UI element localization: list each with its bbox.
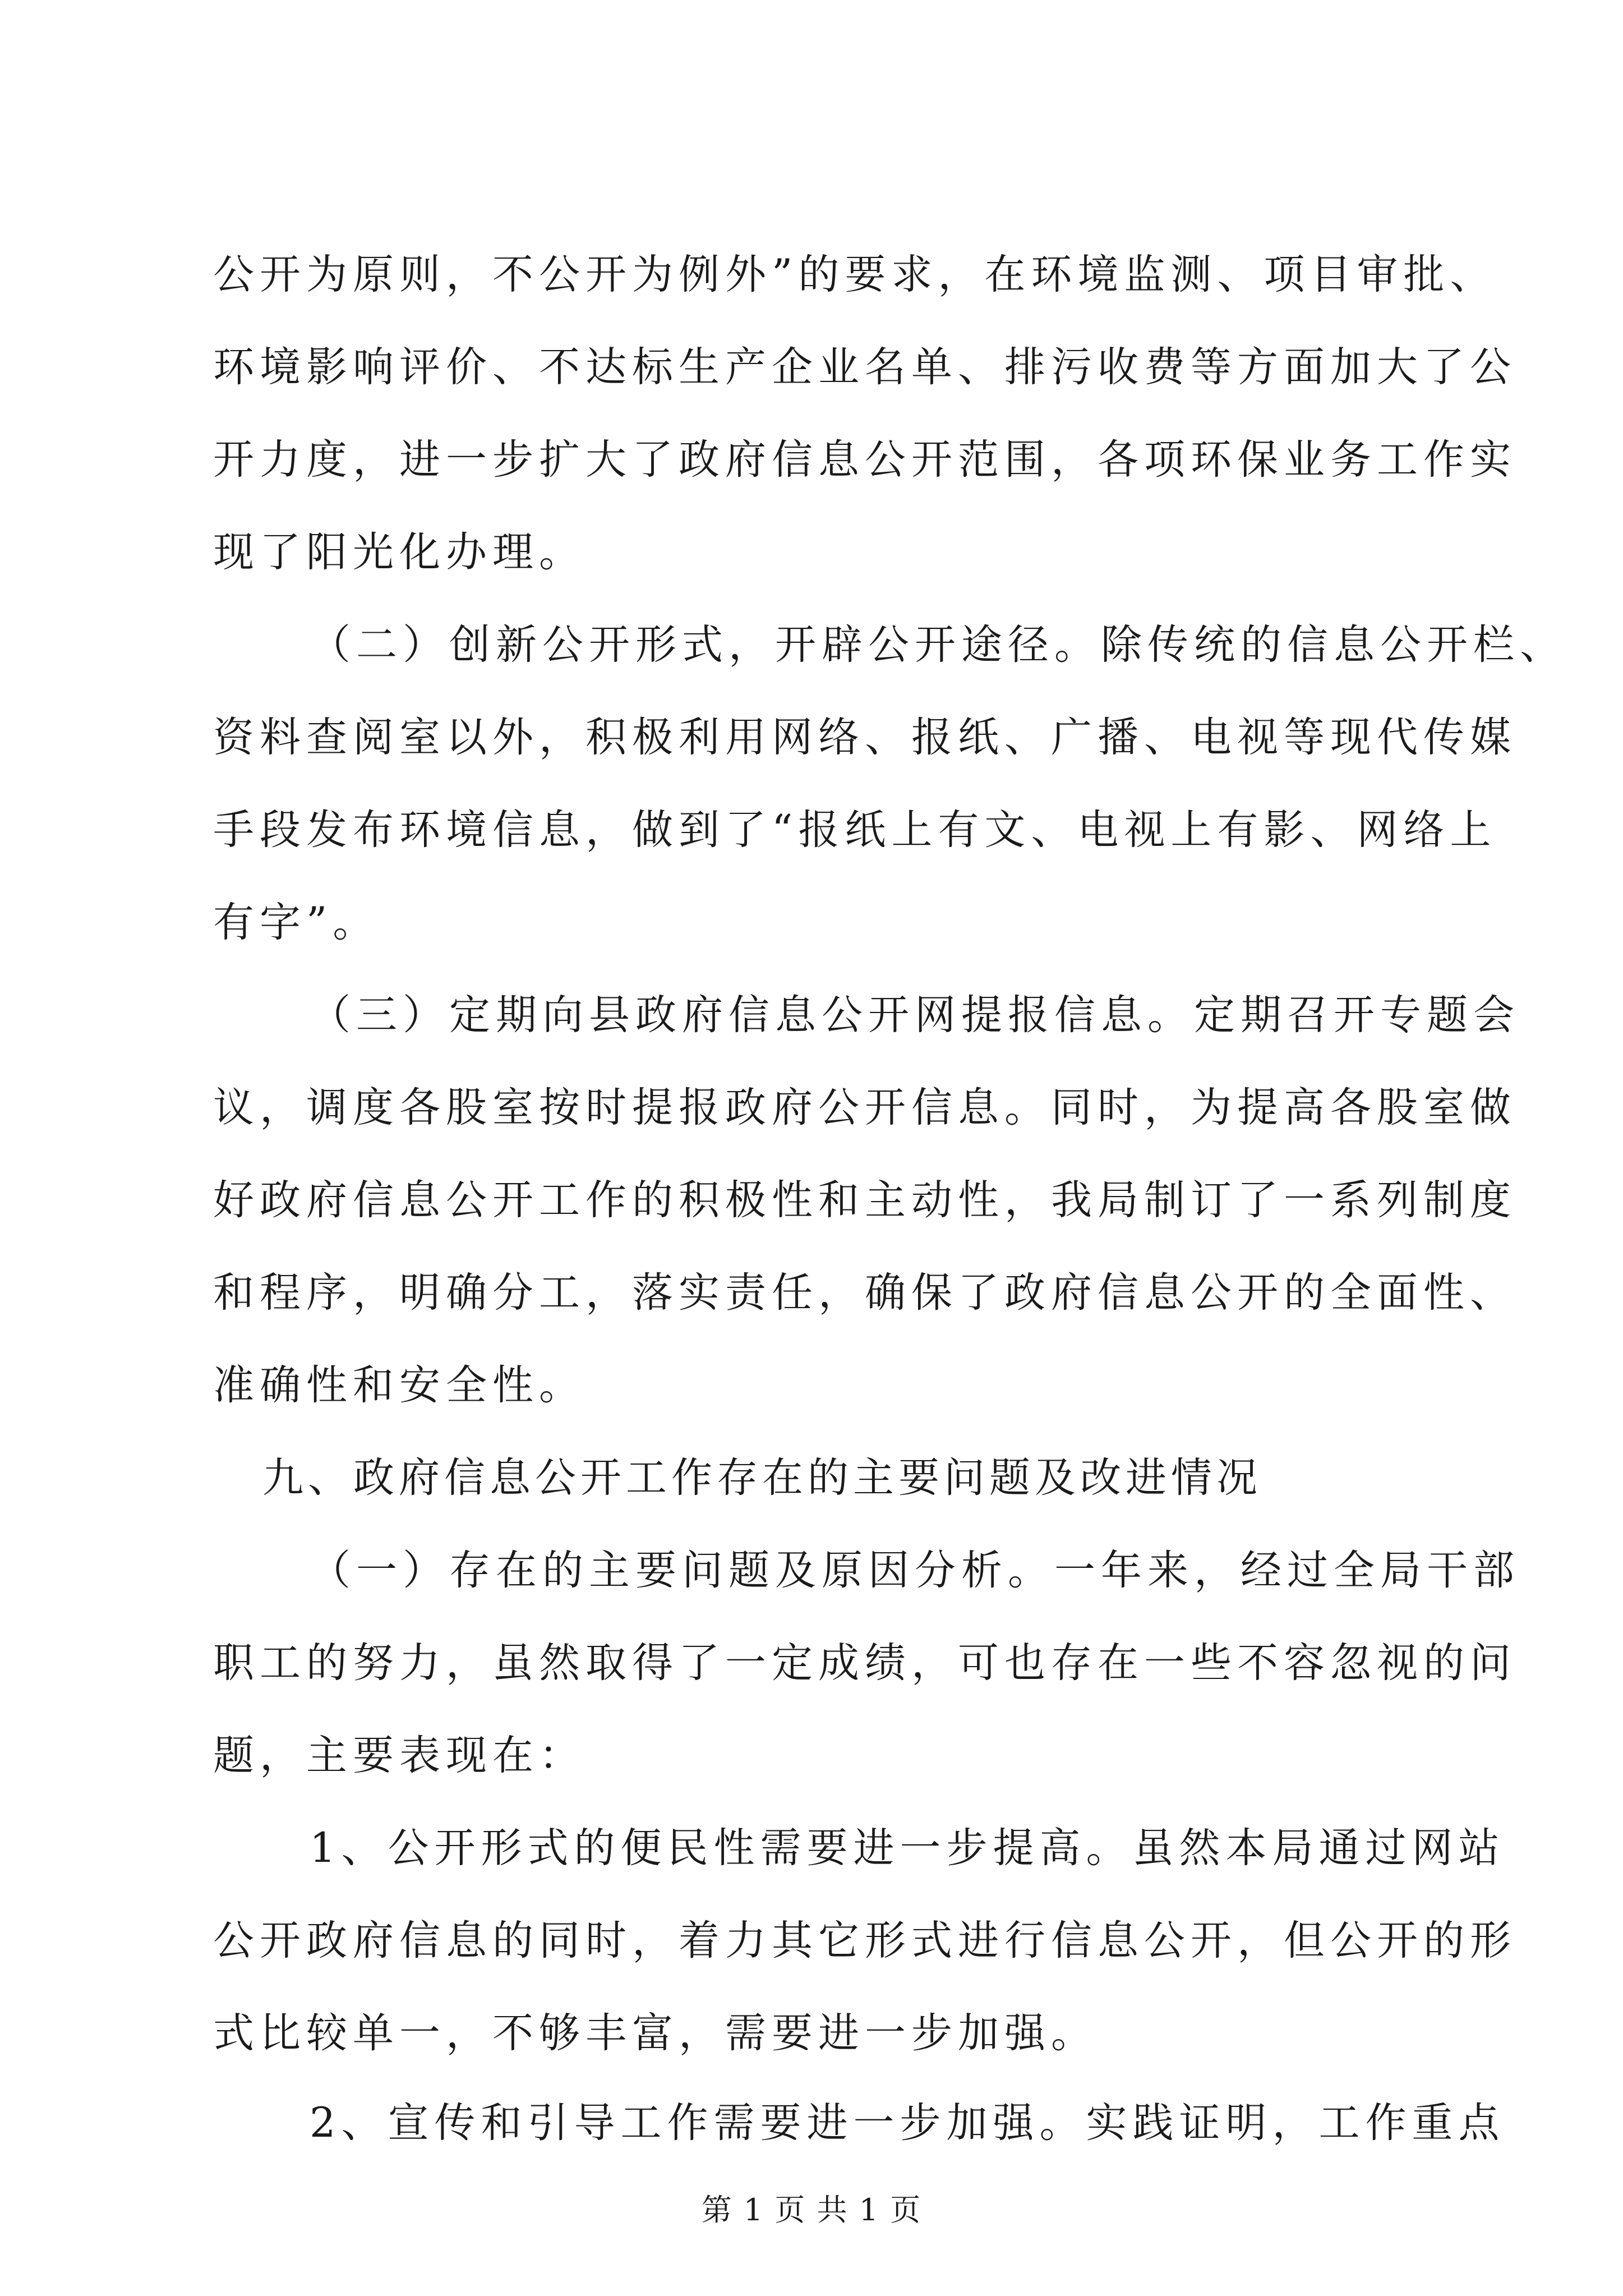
paragraph-first-line: （二）创新公开形式，开辟公开途径。除传统的信息公开栏、 [310, 621, 1566, 669]
body-line: 和程序，明确分工，落实责任，确保了政府信息公开的全面性、 [213, 1269, 1516, 1317]
paragraph-first-line: （一）存在的主要问题及原因分析。一年来，经过全局干部 [310, 1547, 1520, 1594]
body-line: 资料查阅室以外，积极利用网络、报纸、广播、电视等现代传媒 [213, 714, 1516, 761]
paragraph-first-line: 2、宣传和引导工作需要进一步加强。实践证明，工作重点 [310, 2099, 1505, 2147]
body-line: 公开政府信息的同时，着力其它形式进行信息公开，但公开的形 [213, 1917, 1516, 1964]
body-line: 好政府信息公开工作的积极性和主动性，我局制订了一系列制度 [213, 1176, 1516, 1224]
body-line: 有字”。 [213, 899, 380, 946]
paragraph-first-line: 1、公开形式的便民性需要进一步提高。虽然本局通过网站 [310, 1824, 1505, 1872]
body-line: 现了阳光化办理。 [213, 528, 585, 576]
body-line: 手段发布环境信息，做到了“报纸上有文、电视上有影、网络上 [213, 806, 1497, 854]
page-footer: 第 1 页 共 1 页 [701, 2192, 922, 2228]
body-line: 议，调度各股室按时提报政府公开信息。同时，为提高各股室做 [213, 1084, 1516, 1131]
body-line: 准确性和安全性。 [213, 1361, 585, 1409]
body-line: 职工的努力，虽然取得了一定成绩，可也存在一些不容忽视的问 [213, 1639, 1516, 1687]
paragraph-first-line: （三）定期向县政府信息公开网提报信息。定期召开专题会 [310, 991, 1520, 1039]
section-heading: 九、政府信息公开工作存在的主要问题及改进情况 [262, 1454, 1262, 1502]
body-line: 环境影响评价、不达标生产企业名单、排污收费等方面加大了公 [213, 343, 1516, 391]
body-line: 开力度，进一步扩大了政府信息公开范围，各项环保业务工作实 [213, 436, 1516, 484]
body-line: 题，主要表现在： [213, 1732, 585, 1779]
body-line: 式比较单一，不够丰富，需要进一步加强。 [213, 2009, 1098, 2057]
body-line: 公开为原则，不公开为例外”的要求，在环境监测、项目审批、 [213, 251, 1497, 298]
